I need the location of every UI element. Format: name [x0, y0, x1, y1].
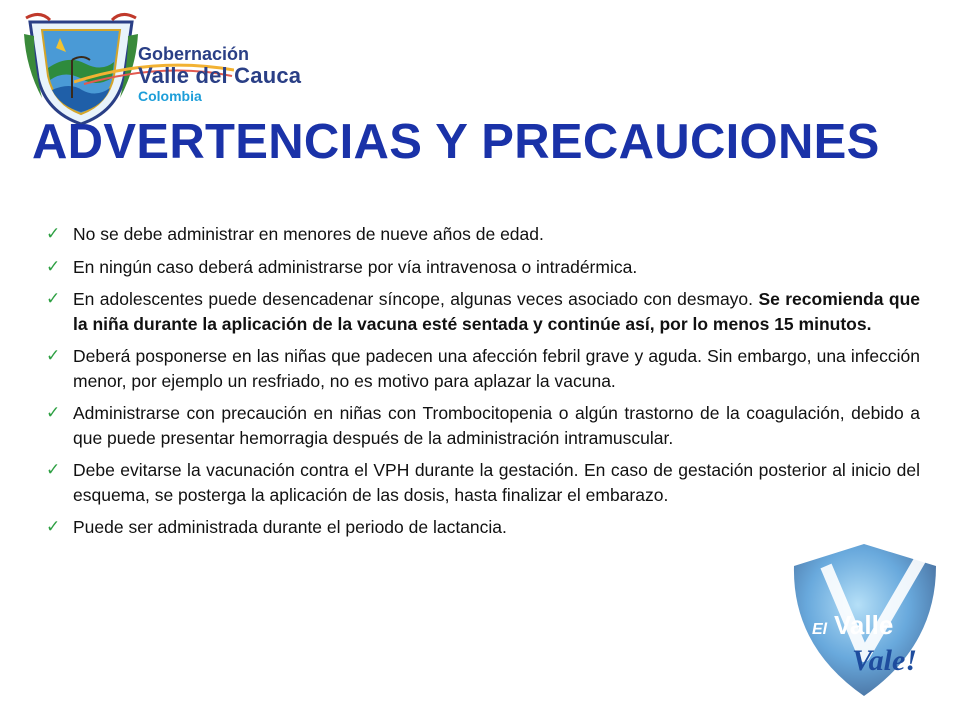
- item-text: Deberá posponerse en las niñas que padecen una afección febril grave y aguda. Sin embargo, una infección menor, por ejemplo un resfriado, no es motivo para aplazar la vacuna.: [73, 346, 920, 391]
- brand-country: Colombia: [138, 88, 202, 104]
- item-text: Debe evitarse la vacunación contra el VPH durante la gestación. En caso de gestación posterior al inicio del esquema, se posterga la aplicación de las dosis, hasta finalizar el embarazo.: [73, 460, 920, 505]
- brand-block: [138, 44, 301, 104]
- list-item: [46, 344, 920, 393]
- check-icon: ✓: [46, 460, 61, 480]
- item-text: En adolescentes puede desencadenar síncope, algunas veces asociado con desmayo.: [73, 289, 759, 309]
- page-title: ADVERTENCIAS Y PRECAUCIONES: [32, 115, 880, 169]
- check-icon: ✓: [46, 224, 61, 244]
- brand-region: Valle del Cauca: [138, 63, 302, 88]
- list-item: [46, 458, 920, 507]
- list-item: [46, 222, 920, 247]
- emblem-vale: Vale!: [852, 644, 918, 677]
- check-icon: ✓: [46, 289, 61, 309]
- list-item: [46, 287, 920, 336]
- list-item: [46, 401, 920, 450]
- item-text: Administrarse con precaución en niñas con Trombocitopenia o algún trastorno de la coagulación, debido a que puede presentar hemorragia después de la administración intramuscular.: [73, 403, 920, 448]
- item-text: Puede ser administrada durante el periodo de lactancia.: [73, 517, 507, 537]
- precautions-list: [46, 222, 920, 548]
- list-item: [46, 255, 920, 280]
- check-icon: ✓: [46, 346, 61, 366]
- item-text: No se debe administrar en menores de nueve años de edad.: [73, 224, 544, 244]
- item-emphasis: Se recomienda que la niña durante la aplicación de la vacuna esté sentada y continúe así, por lo menos 15 minutos.: [73, 289, 920, 334]
- brand-name: Gobernación: [138, 44, 250, 64]
- item-text: En ningún caso deberá administrarse por vía intravenosa o intradérmica.: [73, 256, 638, 277]
- check-icon: ✓: [46, 256, 61, 277]
- el-valle-vale-emblem-icon: [786, 536, 946, 706]
- check-icon: ✓: [46, 517, 61, 537]
- emblem-valle: Valle: [834, 610, 894, 640]
- emblem-el: El: [812, 621, 828, 638]
- check-icon: ✓: [46, 403, 61, 423]
